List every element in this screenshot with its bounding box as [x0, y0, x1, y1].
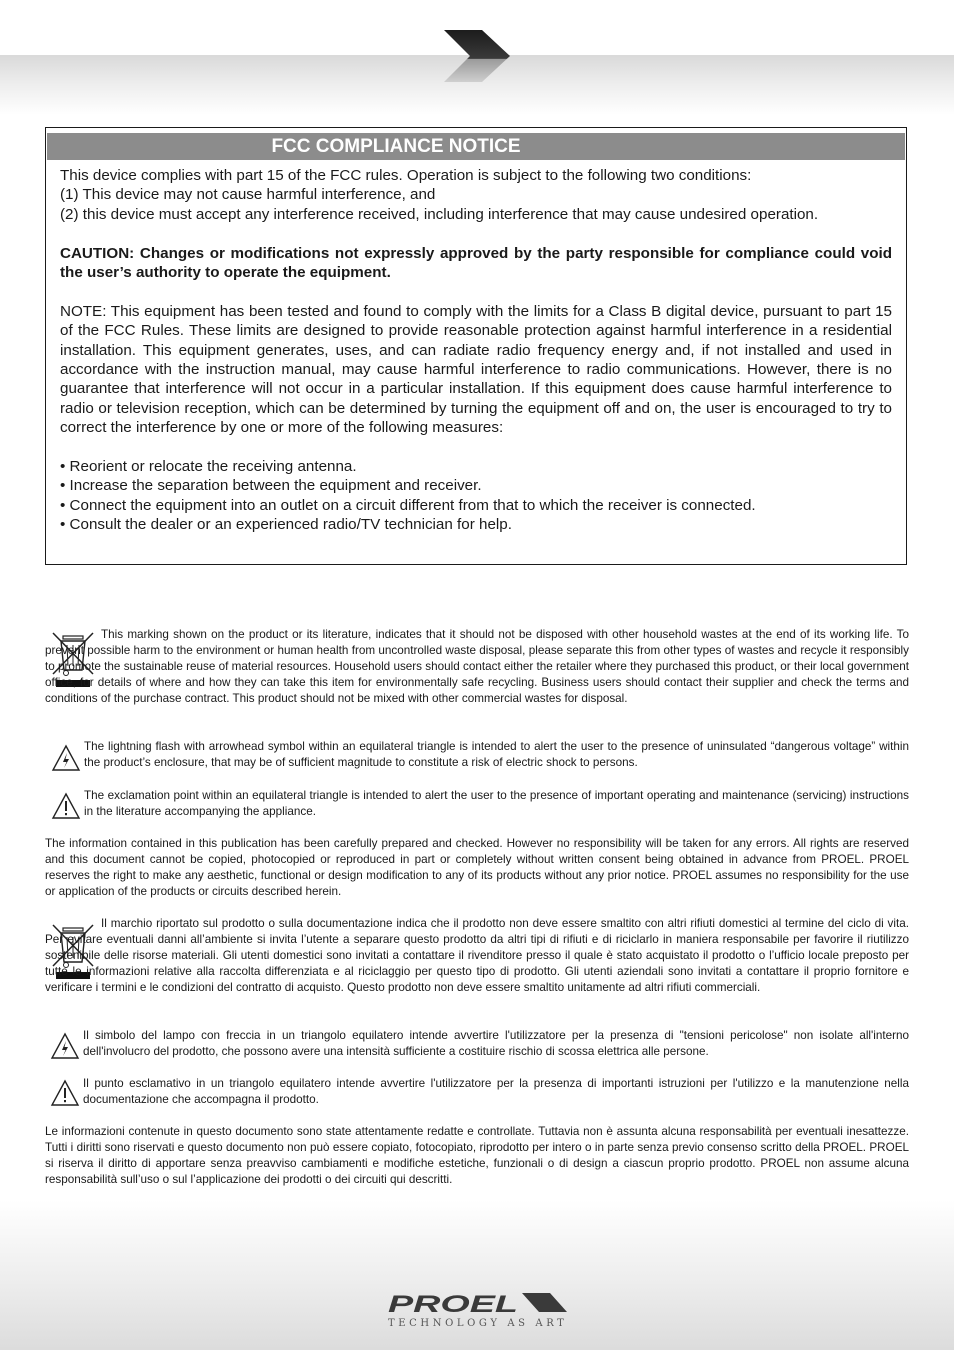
fcc-measure: • Connect the equipment into an outlet on a circuit different from that to which the receiver is connected.	[60, 496, 756, 514]
brand-tagline: TECHNOLOGY AS ART	[388, 1318, 568, 1329]
fcc-condition-2: (2) this device must accept any interference received, including interference that may cause undesired operation.	[60, 205, 819, 223]
lightning-text-en: The lightning flash with arrowhead symbol within an equilateral triangle is intended to alert the user to the presence of uninsulated “dangerous voltage” within the product’s enclosure, that may be of sufficient magnitude to constitute a risk of electric shock to persons.	[84, 740, 909, 769]
exclamation-warning-icon	[51, 792, 81, 820]
weee-notice-it	[45, 916, 909, 996]
fcc-body	[46, 160, 906, 535]
fcc-caution: CAUTION: Changes or modifications not expressly approved by the party responsible for compliance could void the user’s authority to operate the equipment.	[60, 244, 892, 282]
fcc-title: FCC COMPLIANCE NOTICE	[47, 133, 905, 160]
chevron-right-icon	[440, 28, 512, 84]
exclamation-text-it: Il punto esclamativo in un triangolo equilatero intende avvertire l'utilizzatore per la presenza di importanti istruzioni per l'utilizzo e la manutenzione nella documentazione che accompagna il prodotto.	[83, 1077, 909, 1106]
weee-notice-en	[45, 627, 909, 707]
exclamation-text-en: The exclamation point within an equilateral triangle is intended to alert the user to the presence of important operating and maintenance (servicing) instructions in the literature accompanying the appliance.	[84, 789, 909, 818]
exclamation-warning-icon	[50, 1079, 80, 1107]
lightning-warning-icon	[51, 744, 81, 772]
lightning-warning-icon	[50, 1032, 80, 1060]
disclaimer-it	[45, 1124, 909, 1188]
exclamation-notice-it	[83, 1076, 909, 1108]
fcc-intro: This device complies with part 15 of the FCC rules. Operation is subject to the following two conditions:	[60, 167, 752, 184]
exclamation-notice-en	[84, 788, 909, 820]
lightning-notice-it	[83, 1028, 909, 1060]
lightning-text-it: Il simbolo del lampo con freccia in un triangolo equilatero intende avvertire l'utilizzatore per la presenza di "tensioni pericolose" non isolate all'interno dell'involucro del prodotto, che possono avere una intensità sufficiente a costituire rischio di scossa elettrica alle persone.	[83, 1029, 909, 1058]
disclaimer-text-en: The information contained in this publication has been carefully prepared and checked. However no responsibility will be taken for any errors. All rights are reserved and this document cannot be copied, photocopied or reproduced in part or completely without written consent being obtained in advance from PROEL. PROEL reserves the right to make any aesthetic, functional or design modification to any of its products without any prior notice. PROEL assumes no responsibility for the use or application of the products or circuits described herein.	[45, 837, 909, 898]
fcc-measure: • Reorient or relocate the receiving antenna.	[60, 458, 357, 476]
fcc-note: NOTE: This equipment has been tested and found to comply with the limits for a Class B digital device, pursuant to part 15 of the FCC Rules. These limits are designed to provide reasonable protection against harmful interference in a residential installation. This equipment generates, uses, and can radiate radio frequency energy and, if not installed and used in accordance with the instruction manual, may cause harmful interference to radio communications. However, there is no guarantee that interference will not occur in a particular installation. If this equipment does cause harmful interference to radio or television reception, which can be determined by turning the equipment off and on, the user is encouraged to try to correct the interference by one or more of the following measures:	[60, 302, 892, 437]
fcc-measure: • Increase the separation between the equipment and receiver.	[60, 477, 482, 495]
disclaimer-text-it: Le informazioni contenute in questo documento sono state attentamente redatte e controllate. Tuttavia non è assunta alcuna responsabilità per eventuali inesattezze. Tutti i diritti sono riservati e questo documento non può essere copiato, fotocopiato, riprodotto per intero o in parte senza previo consenso scritto della PROEL. PROEL si riserva il diritto di apportare senza preavviso cambiamenti e modifiche estetiche, funzionali o di design a ciascun proprio prodotto. PROEL non assume alcuna responsabilità sull’uso o sul l’applicazione dei prodotti o dei circuiti qui descritti.	[45, 1125, 909, 1186]
disclaimer-en	[45, 836, 909, 900]
lightning-notice-en	[84, 739, 909, 771]
weee-text-it: Il marchio riportato sul prodotto o sulla documentazione indica che il prodotto non deve essere smaltito con altri rifiuti domestici al termine del ciclo di vita. Per evitare eventuali danni all’ambiente si invita l’utente a separare questo prodotto da altri tipi di rifiuti e di riciclarlo in maniera responsabile per favorire il riutilizzo sostenibile delle risorse materiali. Gli utenti domestici sono invitati a contattare il rivenditore presso il quale è stato acquistato il prodotto o l’ufficio locale preposto per tutte le informazioni relative alla raccolta differenziata e al riciclaggio per questo tipo di prodotto. Gli utenti aziendali sono invitati a contattare il proprio fornitore e verificare i termini e le condizioni del contratto di acquisto. Questo prodotto non deve essere smaltito unitamente ad altri rifiuti commerciali.	[45, 917, 909, 994]
fcc-condition-1: (1) This device may not cause harmful interference, and	[60, 186, 436, 204]
brand-name: PROEL	[388, 1291, 518, 1318]
weee-text-en: This marking shown on the product or its literature, indicates that it should not be disposed with other household wastes at the end of its working life. To prevent possible harm to the environment or human health from uncontrolled waste disposal, please separate this from other types of wastes and recycle it responsibly to promote the sustainable reuse of material resources. Household users should contact either the retailer where they purchased this product, or their local government office, for details of where and how they can take this item for environmentally safe recycling. Business users should contact their supplier and check the terms and conditions of the purchase contract. This product should not be mixed with other commercial wastes for disposal.	[45, 628, 909, 705]
fcc-measure: • Consult the dealer or an experienced radio/TV technician for help.	[60, 516, 512, 534]
fcc-notice-box	[45, 127, 907, 565]
